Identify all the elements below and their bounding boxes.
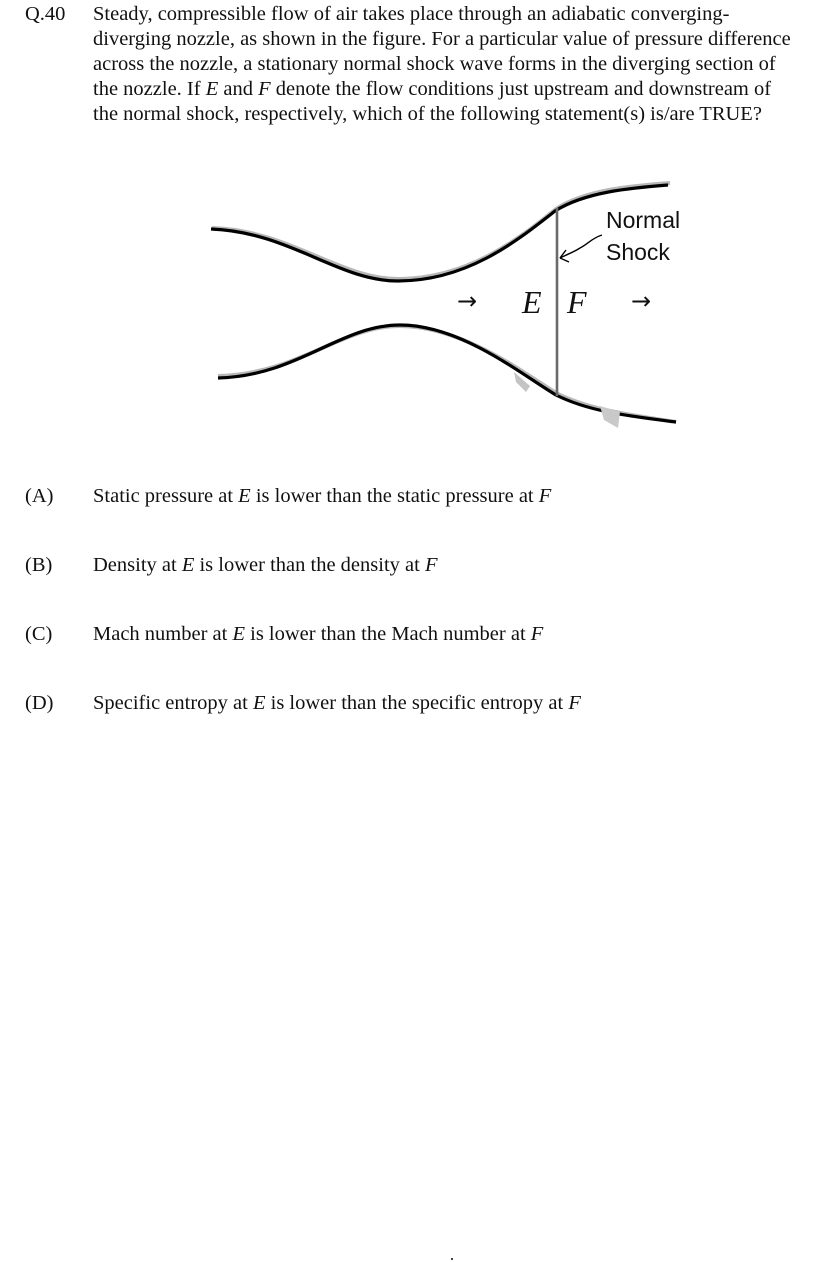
- option-d-text: [93, 691, 581, 716]
- stem-var-e: E: [205, 78, 219, 100]
- stem-var-f: F: [258, 78, 271, 100]
- page-mark: [451, 1258, 453, 1260]
- stem-line-5: the normal shock, respectively, which of the following statement(s) is/are TRUE?: [93, 103, 762, 125]
- option-c-var-f: F: [530, 623, 544, 645]
- upper-wall-shadow: [212, 183, 670, 279]
- question-number: Q.40: [25, 3, 66, 25]
- option-d-var-e: E: [252, 692, 266, 714]
- option-c-pre: Mach number at: [93, 623, 233, 645]
- upstream-label-e: E: [522, 284, 542, 320]
- option-b-var-f: F: [424, 554, 438, 576]
- option-c-label: (C): [25, 623, 53, 645]
- option-a-var-f: F: [538, 485, 552, 507]
- flow-arrow-right: →: [631, 287, 652, 315]
- option-b-label: (B): [25, 554, 53, 576]
- flow-arrow-left: →: [457, 287, 478, 315]
- lower-wall-shadow: [218, 326, 676, 422]
- option-d-pre: Specific entropy at: [93, 692, 253, 714]
- stem-line-4-text-b: and: [218, 78, 259, 100]
- option-a-var-e: E: [238, 485, 251, 507]
- stem-line-4-text-c: denote the flow conditions just upstream and downstream of: [270, 78, 772, 100]
- option-c-mid: is lower than the Mach number at: [245, 623, 531, 645]
- option-a-label: (A): [25, 485, 54, 507]
- lower-nozzle-wall: [218, 325, 676, 422]
- nozzle-figure: [200, 170, 700, 440]
- stem-line-1: Steady, compressible flow of air takes place through an adiabatic converging-: [93, 3, 730, 25]
- option-d-label: (D): [25, 692, 54, 714]
- downstream-label-f: F: [567, 284, 587, 320]
- shock-label-normal: Normal: [606, 207, 681, 233]
- stem-line-4: [93, 77, 820, 102]
- option-b-var-e: E: [181, 554, 195, 576]
- question-stem: [93, 2, 820, 127]
- stem-line-4-text-a: the nozzle. If: [93, 78, 206, 100]
- stem-line-2: diverging nozzle, as shown in the figure. For a particular value of pressure difference: [93, 28, 791, 50]
- shock-label-shock: Shock: [606, 239, 670, 265]
- option-a-pre: Static pressure at: [93, 485, 239, 507]
- upper-nozzle-wall: [211, 185, 668, 281]
- option-a-mid: is lower than the static pressure at: [250, 485, 539, 507]
- option-b-pre: Density at: [93, 554, 182, 576]
- option-d-var-f: F: [568, 692, 581, 714]
- stem-line-3: across the nozzle, a stationary normal shock wave forms in the diverging section of: [93, 53, 776, 75]
- option-c-var-e: E: [232, 623, 245, 645]
- shock-pointer-curve: [560, 235, 602, 258]
- option-c-text: [93, 622, 543, 647]
- smudge-2: [600, 406, 620, 428]
- option-a-text: [93, 484, 551, 509]
- option-b-text: [93, 553, 437, 578]
- option-b-mid: is lower than the density at: [194, 554, 425, 576]
- option-d-mid: is lower than the specific entropy at: [265, 692, 569, 714]
